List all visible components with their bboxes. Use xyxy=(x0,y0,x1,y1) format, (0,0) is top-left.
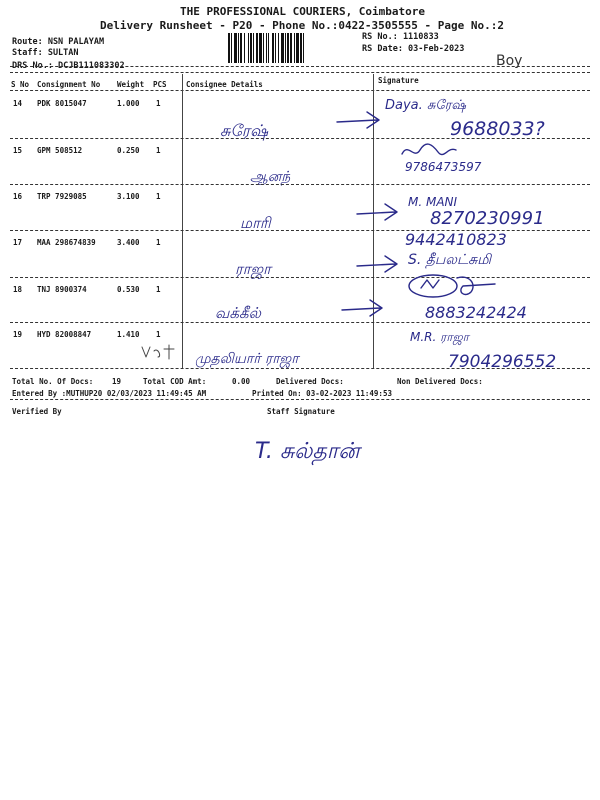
col-header-weight: Weight xyxy=(117,80,145,89)
header-divider xyxy=(10,72,590,73)
svg-text:Boy: Boy xyxy=(496,53,523,69)
svg-text:M.R. ராஜா: M.R. ராஜா xyxy=(410,330,469,344)
row-pcs: 1 xyxy=(156,99,161,108)
svg-text:7904296552: 7904296552 xyxy=(448,352,557,372)
row-consignment: PDK 8015047 xyxy=(37,99,87,108)
row-consignment: HYD 82008847 xyxy=(37,330,92,339)
col-header-signature: Signature xyxy=(378,76,419,85)
phone-handwriting xyxy=(448,349,588,377)
total-docs-value: 19 xyxy=(112,377,122,386)
row-weight: 3.100 xyxy=(117,192,140,201)
svg-text:8270230991: 8270230991 xyxy=(430,208,545,229)
row-weight: 0.250 xyxy=(117,146,140,155)
pencil-note xyxy=(496,50,536,74)
row-pcs: 1 xyxy=(156,285,161,294)
staff-label: Staff: SULTAN xyxy=(12,48,79,58)
runsheet-title: Delivery Runsheet - P20 - Phone No.:0422-3505555 - Page No.:2 xyxy=(100,19,504,32)
column-divider xyxy=(182,74,183,369)
row-consignment: TNJ 8900374 xyxy=(37,285,87,294)
svg-text:முதலியார் ராஜா: முதலியார் ராஜா xyxy=(195,351,299,367)
svg-text:9688033?: 9688033? xyxy=(450,118,545,140)
pencil-mark xyxy=(140,343,180,367)
svg-text:ஆனந்: ஆனந் xyxy=(250,169,291,185)
verified-by-label: Verified By xyxy=(12,407,62,416)
arrow-icon xyxy=(355,252,405,280)
phone-handwriting xyxy=(450,115,580,145)
row-weight: 1.000 xyxy=(117,99,140,108)
svg-text:9442410823: 9442410823 xyxy=(405,230,507,249)
consignee-handwriting xyxy=(220,118,330,146)
delivered-docs-label: Delivered Docs: xyxy=(276,377,344,386)
non-delivered-docs-label: Non Delivered Docs: xyxy=(397,377,483,386)
company-title: THE PROFESSIONAL COURIERS, Coimbatore xyxy=(180,5,426,18)
cod-value: 0.00 xyxy=(232,377,251,386)
row-sno: 16 xyxy=(13,192,23,201)
staff-signature-handwriting xyxy=(255,420,385,480)
svg-text:சுரேஷ்: சுரேஷ் xyxy=(220,121,268,140)
consignee-handwriting xyxy=(235,258,355,284)
row-sno: 18 xyxy=(13,285,23,294)
row-weight: 0.530 xyxy=(117,285,140,294)
row-divider xyxy=(10,138,590,139)
svg-text:Daya. சுரேஷ்: Daya. சுரேஷ் xyxy=(385,98,466,113)
cod-label: Total COD Amt: xyxy=(143,377,207,386)
row-weight: 3.400 xyxy=(117,238,140,247)
footer-divider xyxy=(10,399,590,400)
entered-by: Entered By :MUTHUP20 02/03/2023 11:49:45 AM xyxy=(12,389,207,398)
row-consignment: TRP 7929085 xyxy=(37,192,87,201)
rs-date: RS Date: 03-Feb-2023 xyxy=(362,44,465,54)
consignee-handwriting xyxy=(195,347,375,373)
row-pcs: 1 xyxy=(156,238,161,247)
consignee-handwriting xyxy=(250,165,330,191)
header-divider xyxy=(10,90,590,91)
svg-text:9786473597: 9786473597 xyxy=(405,160,482,174)
svg-text:8883242424: 8883242424 xyxy=(425,303,527,322)
svg-text:ராஜா: ராஜா xyxy=(235,260,271,278)
svg-text:மாரி: மாரி xyxy=(240,214,271,232)
consignee-handwriting xyxy=(240,212,330,238)
phone-handwriting xyxy=(425,300,575,328)
col-header-sno: S No xyxy=(11,80,30,89)
svg-text:T. சுல்தான்: T. சுல்தான் xyxy=(255,439,360,464)
row-divider xyxy=(10,368,590,369)
route-label: Route: NSN PALAYAM xyxy=(12,37,105,47)
phone-handwriting xyxy=(405,155,545,181)
row-pcs: 1 xyxy=(156,330,161,339)
row-pcs: 1 xyxy=(156,146,161,155)
barcode xyxy=(228,33,352,63)
arrow-icon xyxy=(335,108,385,136)
row-consignment: GPM 508512 xyxy=(37,146,83,155)
total-docs-label: Total No. Of Docs: xyxy=(12,377,94,386)
row-divider xyxy=(10,322,590,323)
row-sno: 15 xyxy=(13,146,23,155)
staff-signature-label: Staff Signature xyxy=(267,407,335,416)
rs-number: RS No.: 1110833 xyxy=(362,32,439,42)
signature-handwriting xyxy=(408,248,558,274)
signature-handwriting xyxy=(410,327,510,351)
arrow-icon xyxy=(340,296,390,324)
col-header-consignee: Consignee Details xyxy=(186,80,263,89)
row-weight: 1.410 xyxy=(117,330,140,339)
printed-on: Printed On: 03-02-2023 11:49:53 xyxy=(252,389,392,398)
svg-text:வக்கீல்: வக்கீல் xyxy=(215,304,261,322)
row-sno: 14 xyxy=(13,99,23,108)
col-header-pcs: PCS xyxy=(153,80,167,89)
consignee-handwriting xyxy=(215,302,335,328)
row-divider xyxy=(10,184,590,185)
row-sno: 17 xyxy=(13,238,23,247)
svg-text:S. தீபலட்சுமி: S. தீபலட்சுமி xyxy=(408,252,492,268)
row-pcs: 1 xyxy=(156,192,161,201)
svg-text:M. MANI: M. MANI xyxy=(408,195,458,209)
row-consignment: MAA 298674839 xyxy=(37,238,96,247)
arrow-icon xyxy=(355,200,405,228)
drs-number: DRS No.: DCJB111083302 xyxy=(12,61,125,71)
header-divider xyxy=(10,66,590,67)
row-sno: 19 xyxy=(13,330,23,339)
col-header-consignment: Consignment No xyxy=(37,80,101,89)
